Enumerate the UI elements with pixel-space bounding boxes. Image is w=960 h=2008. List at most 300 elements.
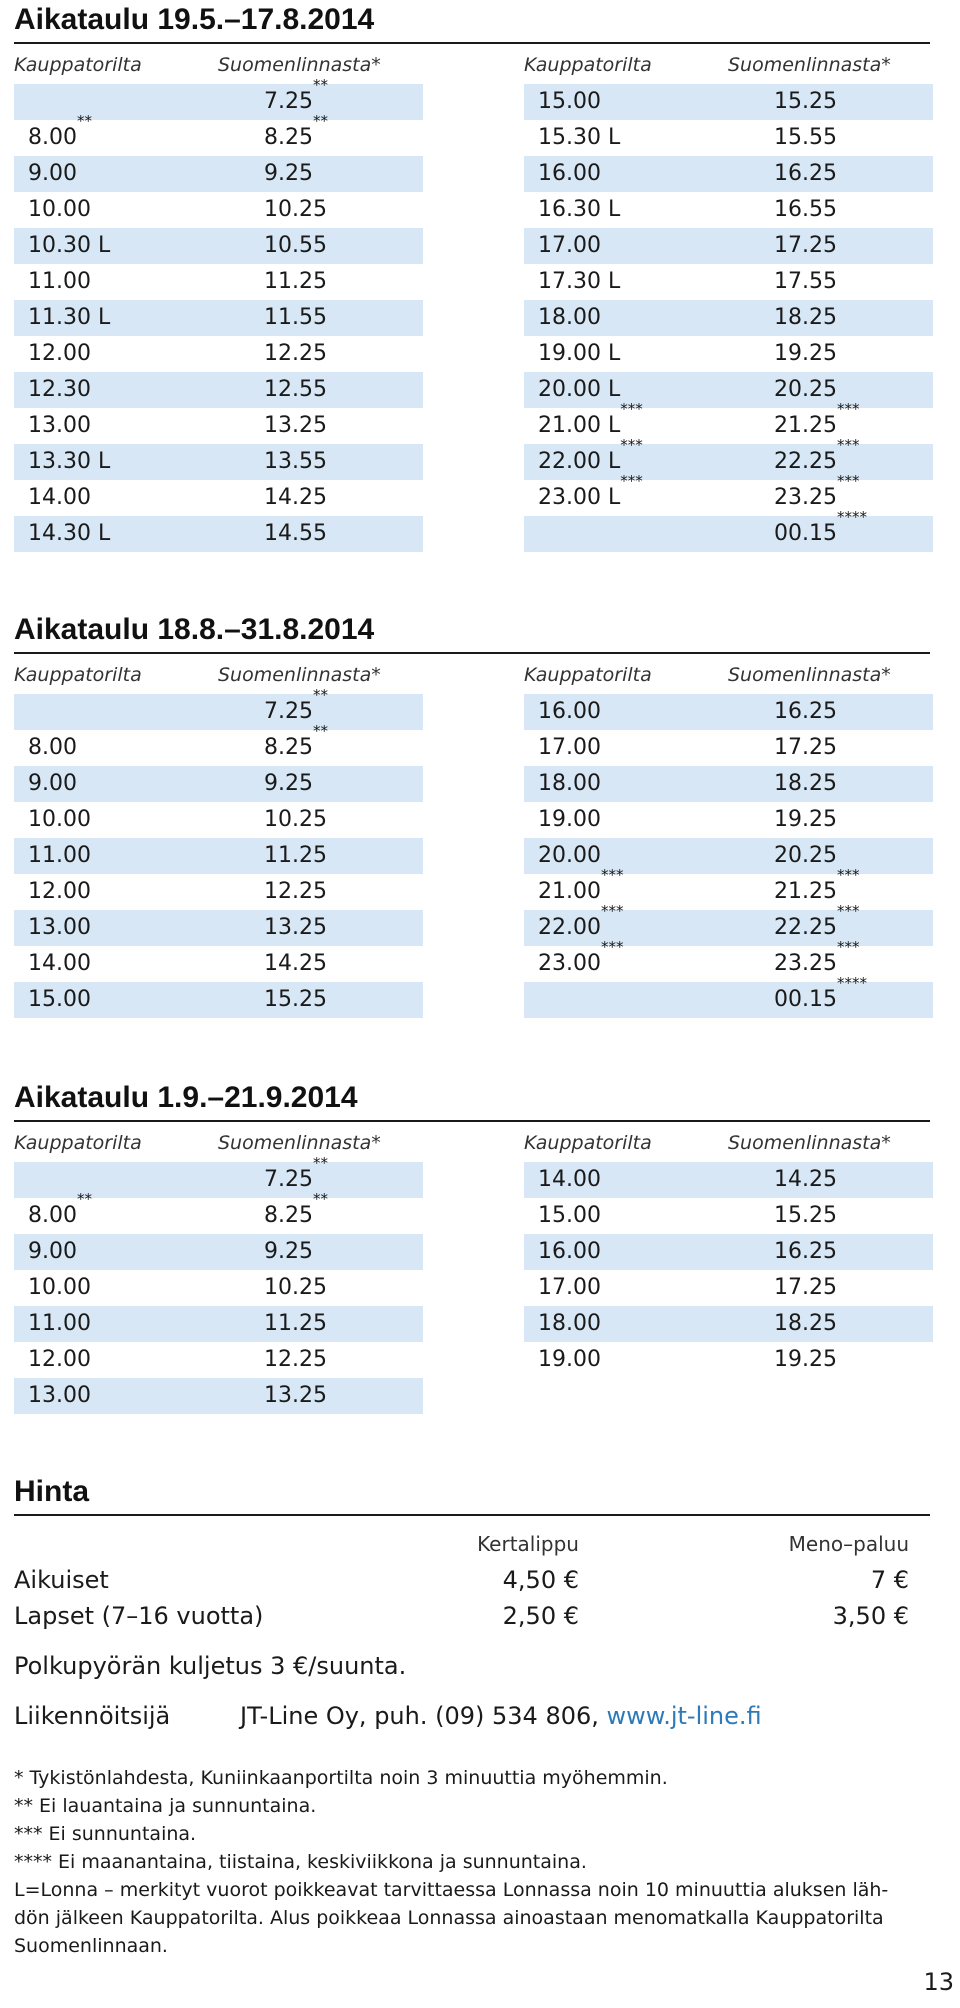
price-row xyxy=(14,1562,930,1598)
return-time xyxy=(264,1190,328,1229)
return-time-text: 19.25 xyxy=(774,341,837,366)
return-time-text: 16.25 xyxy=(774,161,837,186)
departure-time-text: 21.00 L xyxy=(538,413,621,438)
return-time xyxy=(774,377,837,403)
timetable-row xyxy=(14,408,423,444)
timetable-row xyxy=(524,472,933,516)
operator-info xyxy=(240,1702,762,1730)
return-time-text: 9.25 xyxy=(264,161,313,186)
return-time xyxy=(774,735,837,761)
departure-time-text: 13.00 xyxy=(28,915,91,940)
timetable-row xyxy=(524,120,933,156)
footnote-marker: *** xyxy=(600,902,624,920)
return-time-text: 15.25 xyxy=(774,1203,837,1228)
return-time xyxy=(774,1203,837,1229)
return-time xyxy=(774,1311,837,1337)
footnote-marker: ** xyxy=(312,1154,328,1172)
timetable-row xyxy=(524,372,933,408)
departure-time xyxy=(28,951,91,977)
departure-time-text: 20.00 xyxy=(538,843,601,868)
departure-time-text: 14.30 L xyxy=(28,521,111,546)
price-single: 4,50 € xyxy=(502,1566,579,1594)
return-time-text: 10.25 xyxy=(264,197,327,222)
timetable-row xyxy=(14,766,423,802)
footnote-marker: **** xyxy=(836,974,867,992)
return-time-text: 19.25 xyxy=(774,1347,837,1372)
return-time-text: 18.25 xyxy=(774,771,837,796)
timetable-row xyxy=(14,372,423,408)
timetable-row xyxy=(524,508,933,552)
departure-time-text: 20.00 L xyxy=(538,377,621,402)
return-time-text: 21.25 xyxy=(774,413,837,438)
header-to: Suomenlinnasta* xyxy=(218,664,381,686)
timetable-row xyxy=(14,1342,423,1378)
schedule-section-3 xyxy=(14,1078,930,1408)
return-time xyxy=(264,112,328,151)
timetable-row xyxy=(14,336,423,372)
return-time xyxy=(774,1347,837,1373)
footnote-marker: *** xyxy=(600,938,624,956)
header-to: Suomenlinnasta* xyxy=(218,1132,381,1154)
departure-time-text: 13.00 xyxy=(28,1383,91,1408)
departure-time xyxy=(28,269,91,295)
operator-line xyxy=(14,1702,762,1730)
departure-time xyxy=(28,521,110,547)
footnote-marker: *** xyxy=(620,436,643,454)
departure-time xyxy=(538,1167,601,1193)
departure-time xyxy=(28,735,77,761)
timetable-row xyxy=(14,982,423,1018)
return-time xyxy=(774,1239,837,1265)
departure-time xyxy=(538,233,601,259)
timetable-row xyxy=(14,112,423,156)
return-time-text: 16.25 xyxy=(774,699,837,724)
departure-time xyxy=(538,843,601,869)
departure-time-text: 12.30 xyxy=(28,377,91,402)
return-time xyxy=(264,1347,327,1373)
departure-time-text: 11.00 xyxy=(28,1311,91,1336)
departure-time xyxy=(538,1275,601,1301)
return-time-text: 13.25 xyxy=(264,1383,327,1408)
departure-time-text: 17.30 L xyxy=(538,269,621,294)
timetable-row xyxy=(524,84,933,120)
return-time-text: 11.55 xyxy=(264,305,327,330)
header-from: Kauppatorilta xyxy=(14,664,142,686)
return-time xyxy=(264,987,327,1013)
departure-time xyxy=(28,341,91,367)
departure-time xyxy=(28,233,110,259)
return-time xyxy=(774,807,837,833)
operator-website-link[interactable]: www.jt-line.fi xyxy=(606,1702,762,1730)
return-time-text: 20.25 xyxy=(774,377,837,402)
timetable-right xyxy=(524,84,933,552)
price-title: Hinta xyxy=(14,1475,89,1508)
timetable-row xyxy=(14,264,423,300)
return-time-text: 12.25 xyxy=(264,1347,327,1372)
header-from: Kauppatorilta xyxy=(524,1132,652,1154)
timetable-row xyxy=(524,336,933,372)
header-to: Suomenlinnasta* xyxy=(728,1132,891,1154)
timetable-row xyxy=(524,838,933,874)
timetable-row xyxy=(14,910,423,946)
departure-time-text: 15.30 L xyxy=(538,125,621,150)
return-time-text: 15.25 xyxy=(774,89,837,114)
departure-time xyxy=(28,449,110,475)
footnote-marker: *** xyxy=(620,472,643,490)
departure-time xyxy=(538,735,601,761)
return-time-text: 12.25 xyxy=(264,341,327,366)
return-time xyxy=(774,974,867,1013)
page-number: 13 xyxy=(923,1968,954,1996)
footnote: * Tykistönlahdesta, Kuniinkaanportilta noin 3 minuuttia myöhemmin. xyxy=(14,1767,668,1789)
return-time xyxy=(774,341,837,367)
footnote-marker: *** xyxy=(836,902,860,920)
timetable-row xyxy=(14,444,423,480)
return-time-text: 00.15 xyxy=(774,987,837,1012)
timetable-row xyxy=(14,228,423,264)
timetable-row xyxy=(524,436,933,480)
footnote-marker: *** xyxy=(836,436,860,454)
timetable-row xyxy=(14,1270,423,1306)
return-time-text: 10.25 xyxy=(264,807,327,832)
header-to: Suomenlinnasta* xyxy=(218,54,381,76)
footnote: **** Ei maanantaina, tiistaina, keskiviikkona ja sunnuntaina. xyxy=(14,1851,587,1873)
timetable-right xyxy=(524,694,933,1018)
departure-time xyxy=(538,161,601,187)
departure-time xyxy=(538,269,620,295)
timetable-row xyxy=(14,1154,423,1198)
return-time-text: 14.55 xyxy=(264,521,327,546)
price-return: 7 € xyxy=(870,1566,909,1594)
footnote-marker: ** xyxy=(312,1190,328,1208)
return-time-text: 8.25 xyxy=(264,125,313,150)
timetable-row xyxy=(524,766,933,802)
departure-time xyxy=(28,1275,91,1301)
header-from: Kauppatorilta xyxy=(524,54,652,76)
column-headers xyxy=(14,1122,930,1162)
timetable-row xyxy=(524,1198,933,1234)
header-from: Kauppatorilta xyxy=(14,1132,142,1154)
return-time-text: 23.25 xyxy=(774,485,837,510)
footnote-marker: **** xyxy=(836,508,867,526)
departure-time xyxy=(28,843,91,869)
return-time-text: 19.25 xyxy=(774,807,837,832)
return-time xyxy=(774,508,867,547)
departure-time-text: 12.00 xyxy=(28,341,91,366)
return-time xyxy=(774,197,837,223)
footnote-marker: ** xyxy=(312,76,328,94)
return-time-text: 16.55 xyxy=(774,197,837,222)
footnote-marker: *** xyxy=(836,472,860,490)
return-time-text: 13.25 xyxy=(264,413,327,438)
timetable-row xyxy=(14,516,423,552)
departure-time xyxy=(538,1203,601,1229)
departure-time-text: 17.00 xyxy=(538,233,601,258)
departure-time-text: 15.00 xyxy=(538,89,601,114)
timetable-row xyxy=(524,694,933,730)
return-time xyxy=(264,879,327,905)
return-time-text: 10.55 xyxy=(264,233,327,258)
timetable-row xyxy=(14,156,423,192)
return-time-text: 14.25 xyxy=(774,1167,837,1192)
price-col-single: Kertalippu xyxy=(477,1532,579,1556)
departure-time xyxy=(28,1311,91,1337)
timetable-right xyxy=(524,1162,933,1378)
timetable-row xyxy=(14,802,423,838)
return-time xyxy=(774,771,837,797)
timetable-row xyxy=(14,946,423,982)
return-time xyxy=(774,161,837,187)
timetable-row xyxy=(14,1234,423,1270)
timetable-row xyxy=(14,192,423,228)
operator-label: Liikennöitsijä xyxy=(14,1702,171,1730)
return-time-text: 13.55 xyxy=(264,449,327,474)
departure-time xyxy=(28,771,77,797)
timetable-row xyxy=(14,874,423,910)
departure-time xyxy=(28,305,110,331)
return-time xyxy=(774,269,837,295)
return-time xyxy=(264,1239,313,1265)
departure-time xyxy=(28,1347,91,1373)
departure-time xyxy=(538,377,620,403)
departure-time-text: 14.00 xyxy=(538,1167,601,1192)
footnote-marker: ** xyxy=(76,1190,92,1208)
departure-time-text: 13.00 xyxy=(28,413,91,438)
return-time-text: 20.25 xyxy=(774,843,837,868)
departure-time xyxy=(538,305,601,331)
column-headers xyxy=(14,654,930,694)
return-time xyxy=(264,521,327,547)
departure-time xyxy=(538,699,601,725)
departure-time-text: 18.00 xyxy=(538,1311,601,1336)
departure-time xyxy=(538,472,643,511)
return-time-text: 14.25 xyxy=(264,485,327,510)
return-time xyxy=(264,843,327,869)
timetable-row xyxy=(14,76,423,120)
operator-text: JT-Line Oy, puh. (09) 534 806, xyxy=(240,1702,607,1730)
departure-time-text: 21.00 xyxy=(538,879,601,904)
departure-time-text: 16.00 xyxy=(538,161,601,186)
timetable-row xyxy=(14,300,423,336)
header-from: Kauppatorilta xyxy=(524,664,652,686)
departure-time-text: 17.00 xyxy=(538,735,601,760)
departure-time-text: 18.00 xyxy=(538,771,601,796)
return-time-text: 22.25 xyxy=(774,449,837,474)
return-time xyxy=(774,1167,837,1193)
timetable-row xyxy=(524,192,933,228)
departure-time xyxy=(538,771,601,797)
return-time xyxy=(264,915,327,941)
return-time xyxy=(264,449,327,475)
return-time xyxy=(264,377,327,403)
return-time xyxy=(774,125,837,151)
footnote: Suomenlinnaan. xyxy=(14,1935,168,1957)
departure-time-text: 10.00 xyxy=(28,807,91,832)
footnote-marker: ** xyxy=(76,112,92,130)
footnote-marker: ** xyxy=(312,112,328,130)
timetable-row xyxy=(14,722,423,766)
footnote-marker: *** xyxy=(620,400,643,418)
return-time-text: 8.25 xyxy=(264,735,313,760)
return-time-text: 15.25 xyxy=(264,987,327,1012)
return-time xyxy=(264,1311,327,1337)
schedule-title: Aikataulu 1.9.–21.9.2014 xyxy=(14,1081,358,1114)
return-time-text: 18.25 xyxy=(774,305,837,330)
return-time xyxy=(774,1275,837,1301)
departure-time-text: 8.00 xyxy=(28,125,77,150)
return-time-text: 17.55 xyxy=(774,269,837,294)
return-time xyxy=(264,161,313,187)
schedule-section-2 xyxy=(14,610,930,1012)
footnote: *** Ei sunnuntaina. xyxy=(14,1823,197,1845)
departure-time-text: 12.00 xyxy=(28,879,91,904)
departure-time-text: 13.30 L xyxy=(28,449,111,474)
footnote-marker: *** xyxy=(600,866,624,884)
timetable-row xyxy=(14,1306,423,1342)
header-to: Suomenlinnasta* xyxy=(728,54,891,76)
timetable-row xyxy=(14,838,423,874)
departure-time-text: 15.00 xyxy=(538,1203,601,1228)
departure-time xyxy=(538,807,601,833)
schedule-title: Aikataulu 18.8.–31.8.2014 xyxy=(14,613,375,646)
timetable-row xyxy=(524,264,933,300)
departure-time xyxy=(28,915,91,941)
timetable-row xyxy=(524,730,933,766)
return-time-text: 00.15 xyxy=(774,521,837,546)
timetable-row xyxy=(524,156,933,192)
departure-time-text: 14.00 xyxy=(28,951,91,976)
footnote-marker: ** xyxy=(312,686,328,704)
departure-time xyxy=(28,197,91,223)
return-time xyxy=(264,305,327,331)
departure-time xyxy=(538,1347,601,1373)
timetable-row xyxy=(524,400,933,444)
return-time-text: 12.55 xyxy=(264,377,327,402)
return-time-text: 16.25 xyxy=(774,1239,837,1264)
return-time xyxy=(264,807,327,833)
departure-time-text: 17.00 xyxy=(538,1275,601,1300)
return-time-text: 9.25 xyxy=(264,771,313,796)
return-time-text: 17.25 xyxy=(774,1275,837,1300)
departure-time-text: 19.00 xyxy=(538,807,601,832)
timetable-row xyxy=(524,902,933,946)
footnote: ** Ei lauantaina ja sunnuntaina. xyxy=(14,1795,317,1817)
return-time-text: 14.25 xyxy=(264,951,327,976)
departure-time xyxy=(28,1239,77,1265)
departure-time-text: 10.30 L xyxy=(28,233,111,258)
departure-time xyxy=(538,341,620,367)
departure-time xyxy=(28,161,77,187)
departure-time xyxy=(28,1190,92,1229)
timetable-row xyxy=(14,480,423,516)
price-row-label: Lapset (7–16 vuotta) xyxy=(14,1602,264,1630)
departure-time xyxy=(538,197,620,223)
timetable-row xyxy=(524,300,933,336)
departure-time-text: 9.00 xyxy=(28,161,77,186)
timetable-row xyxy=(524,1234,933,1270)
departure-time-text: 9.00 xyxy=(28,771,77,796)
timetable-row xyxy=(524,866,933,910)
departure-time xyxy=(538,125,620,151)
timetable-row xyxy=(14,1190,423,1234)
departure-time-text: 8.00 xyxy=(28,1203,77,1228)
return-time xyxy=(264,233,327,259)
return-time-text: 22.25 xyxy=(774,915,837,940)
return-time-text: 7.25 xyxy=(264,1167,313,1192)
timetable-left xyxy=(14,686,423,1018)
price-return: 3,50 € xyxy=(832,1602,909,1630)
return-time xyxy=(774,89,837,115)
timetable-row xyxy=(524,938,933,982)
header-from: Kauppatorilta xyxy=(14,54,142,76)
price-section xyxy=(14,1472,930,1634)
return-time-text: 18.25 xyxy=(774,1311,837,1336)
return-time xyxy=(264,1275,327,1301)
return-time xyxy=(264,722,328,761)
departure-time xyxy=(538,938,624,977)
timetable-row xyxy=(14,1378,423,1414)
departure-time-text: 19.00 L xyxy=(538,341,621,366)
departure-time-text: 11.30 L xyxy=(28,305,111,330)
return-time xyxy=(264,485,327,511)
return-time xyxy=(774,233,837,259)
departure-time-text: 12.00 xyxy=(28,1347,91,1372)
return-time-text: 8.25 xyxy=(264,1203,313,1228)
footnote: L=Lonna – merkityt vuorot poikkeavat tarvittaessa Lonnassa noin 10 minuuttia aluksen läh- xyxy=(14,1879,889,1901)
departure-time xyxy=(28,1383,91,1409)
return-time xyxy=(264,771,313,797)
schedule-title: Aikataulu 19.5.–17.8.2014 xyxy=(14,3,375,36)
departure-time-text: 23.00 xyxy=(538,951,601,976)
return-time-text: 10.25 xyxy=(264,1275,327,1300)
departure-time-text: 10.00 xyxy=(28,197,91,222)
price-col-return: Meno–paluu xyxy=(788,1532,909,1556)
return-time xyxy=(264,951,327,977)
timetable-row xyxy=(524,1306,933,1342)
timetable-row xyxy=(14,686,423,730)
return-time xyxy=(774,843,837,869)
return-time xyxy=(774,305,837,331)
return-time xyxy=(264,197,327,223)
departure-time-text: 22.00 xyxy=(538,915,601,940)
price-row-label: Aikuiset xyxy=(14,1566,109,1594)
timetable-left xyxy=(14,76,423,552)
departure-time xyxy=(28,879,91,905)
return-time-text: 11.25 xyxy=(264,1311,327,1336)
departure-time-text: 19.00 xyxy=(538,1347,601,1372)
price-single: 2,50 € xyxy=(502,1602,579,1630)
timetable-row xyxy=(524,802,933,838)
return-time-text: 17.25 xyxy=(774,735,837,760)
departure-time xyxy=(538,89,601,115)
price-header-row xyxy=(14,1516,930,1562)
departure-time-text: 11.00 xyxy=(28,843,91,868)
return-time-text: 7.25 xyxy=(264,699,313,724)
return-time xyxy=(264,269,327,295)
departure-time-text: 14.00 xyxy=(28,485,91,510)
footnotes xyxy=(14,1764,934,1960)
timetable-row xyxy=(524,974,933,1018)
departure-time xyxy=(538,1311,601,1337)
departure-time xyxy=(28,112,92,151)
return-time-text: 12.25 xyxy=(264,879,327,904)
timetable-row xyxy=(524,1162,933,1198)
footnote: dön jälkeen Kauppatorilta. Alus poikkeaa Lonnassa ainoastaan menomatkalla Kauppatorilta xyxy=(14,1907,884,1929)
departure-time xyxy=(538,1239,601,1265)
departure-time-text: 23.00 L xyxy=(538,485,621,510)
return-time-text: 15.55 xyxy=(774,125,837,150)
footnote-marker: *** xyxy=(836,938,860,956)
